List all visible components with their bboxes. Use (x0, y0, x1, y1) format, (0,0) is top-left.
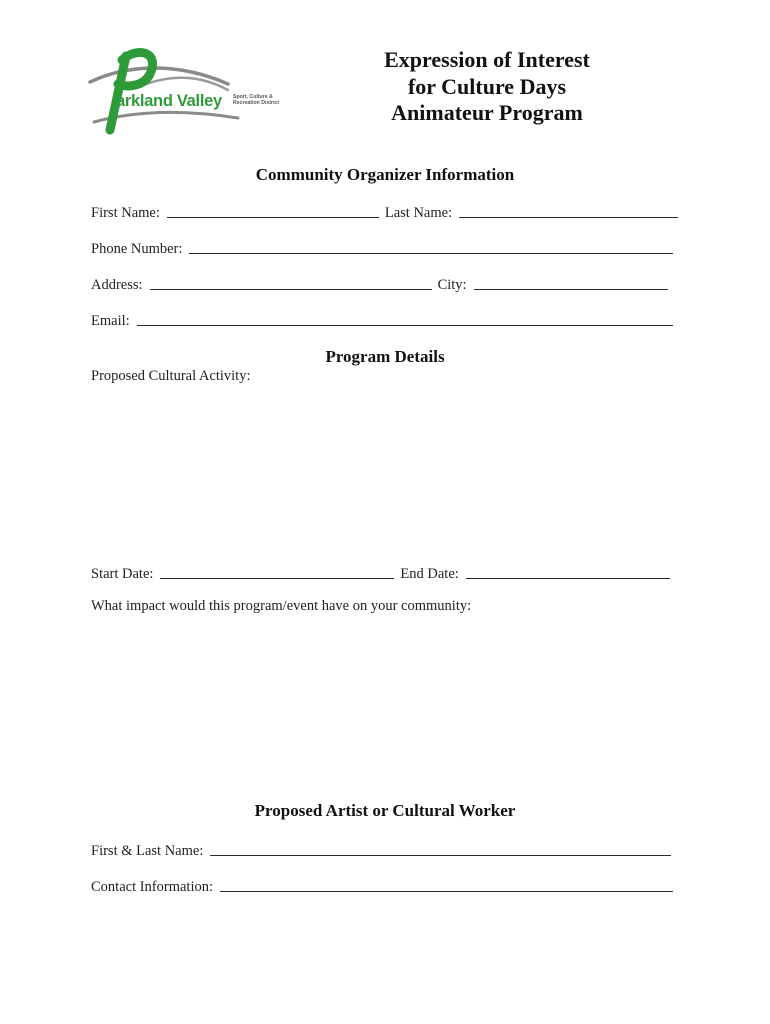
artist-name-row (91, 838, 681, 860)
artist-contact-field[interactable] (220, 891, 673, 892)
title-line-2: for Culture Days (407, 73, 567, 99)
first-name-label: First Name: (91, 205, 160, 221)
email-field[interactable] (137, 325, 673, 326)
logo-graphic (88, 44, 288, 136)
activity-response-area[interactable] (91, 392, 681, 552)
email-row (91, 308, 681, 330)
program-heading: Program Details (325, 347, 445, 366)
email-label: Email: (91, 313, 130, 329)
address-field[interactable] (150, 289, 432, 290)
logo-wordmark: arkland Valley (116, 92, 222, 110)
start-date-label: Start Date: (91, 566, 154, 582)
start-date-field[interactable] (160, 578, 394, 579)
city-field[interactable] (474, 289, 668, 290)
phone-field[interactable] (189, 253, 673, 254)
artist-contact-label: Contact Information: (91, 879, 214, 895)
address-row (91, 272, 681, 294)
parkland-valley-logo (88, 44, 288, 136)
form-title (352, 47, 622, 127)
activity-label: Proposed Cultural Activity: (91, 368, 251, 384)
title-line-3: Animateur Program (391, 100, 583, 125)
address-label: Address: (91, 277, 143, 293)
organizer-heading: Community Organizer Information (255, 165, 515, 184)
title-line-1: Expression of Interest (384, 47, 590, 72)
city-label: City: (437, 277, 467, 293)
last-name-field[interactable] (459, 217, 678, 218)
phone-row (91, 236, 681, 258)
end-date-field[interactable] (466, 578, 670, 579)
end-date-label: End Date: (400, 566, 459, 582)
artist-name-field[interactable] (210, 855, 671, 856)
impact-label: What impact would this program/event have on your community: (91, 598, 472, 614)
artist-name-label: First & Last Name: (91, 843, 204, 859)
dates-row (91, 561, 681, 583)
name-row (91, 200, 681, 222)
last-name-label: Last Name: (384, 205, 453, 221)
logo-tagline: Sport, Culture & Recreation District (233, 94, 280, 106)
artist-heading: Proposed Artist or Cultural Worker (254, 801, 516, 820)
first-name-field[interactable] (167, 217, 379, 218)
phone-label: Phone Number: (91, 241, 183, 257)
impact-response-area[interactable] (91, 622, 681, 792)
artist-contact-row (91, 874, 681, 896)
